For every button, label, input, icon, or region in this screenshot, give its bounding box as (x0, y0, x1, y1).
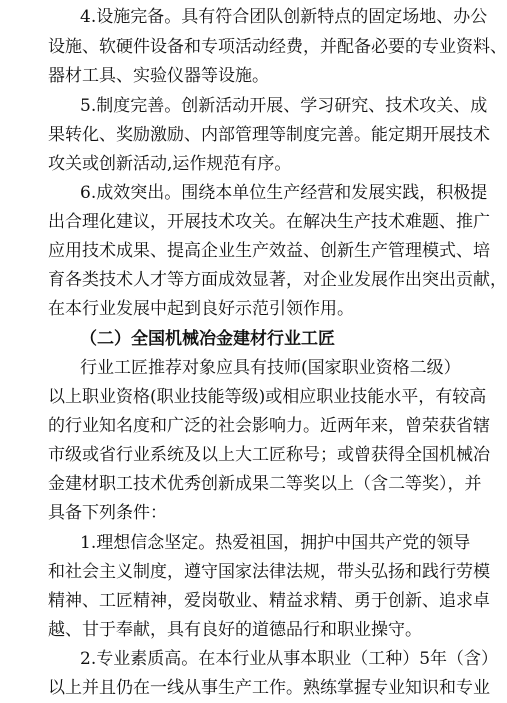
section-heading-industry-craftsman: （二）全国机械冶金建材行业工匠 (80, 329, 335, 349)
text-line: 和社会主义制度，遵守国家法律法规，带头弘扬和践行劳模 (48, 562, 490, 582)
item-5-institution: 5.制度完善。创新活动开展、学习研究、技术攻关、成 (80, 96, 488, 116)
text-line: 以上并且仍在一线从事生产工作。熟练掌握专业知识和专业 (48, 678, 490, 698)
text-line: 金建材职工技术优秀创新成果二等奖以上（含二等奖），并 (48, 474, 482, 494)
item-6-results: 6.成效突出。围绕本单位生产经营和发展实践，积极提 (80, 183, 488, 203)
text-line: 在本行业发展中起到良好示范引领作用。 (48, 299, 354, 319)
text-line: 的行业知名度和广泛的社会影响力。近两年来，曾荣获省辖 (48, 416, 490, 436)
text-line: 设施、软硬件设备和专项活动经费，并配备必要的专业资料、 (48, 37, 507, 57)
text-line: 越、甘于奉献，具有良好的道德品行和职业操守。 (48, 620, 422, 640)
text-line: 果转化、奖励激励、内部管理等制度完善。能定期开展技术 (48, 125, 490, 145)
text-line: 器材工具、实验仪器等设施。 (48, 66, 269, 86)
text-line: 育各类技术人才等方面成效显著，对企业发展作出突出贡献， (48, 270, 507, 290)
text-line: 应用技术成果、提高企业生产效益、创新生产管理模式、培 (48, 241, 490, 261)
item-4-facilities: 4.设施完备。具有符合团队创新特点的固定场地、办公 (80, 7, 488, 27)
text-line: 以上职业资格(职业技能等级)或相应职业技能水平，有较高 (48, 387, 487, 407)
text-line: 具备下列条件： (48, 503, 167, 523)
text-line: 攻关或创新活动,运作规范有序。 (48, 154, 292, 174)
text-line: 市级或省行业系统及以上大工匠称号；或曾获得全国机械冶 (48, 445, 490, 465)
paragraph-start: 行业工匠推荐对象应具有技师(国家职业资格二级） (80, 358, 461, 378)
text-line: 精神、工匠精神，爱岗敬业、精益求精、勇于创新、追求卓 (48, 591, 490, 611)
item-1-ideals: 1.理想信念坚定。热爱祖国，拥护中国共产党的领导 (80, 533, 471, 553)
text-line: 出合理化建议，开展技术攻关。在解决生产技术难题、推广 (48, 212, 490, 232)
item-2-professional-quality: 2.专业素质高。在本行业从事本职业（工种）5年（含） (80, 649, 499, 669)
